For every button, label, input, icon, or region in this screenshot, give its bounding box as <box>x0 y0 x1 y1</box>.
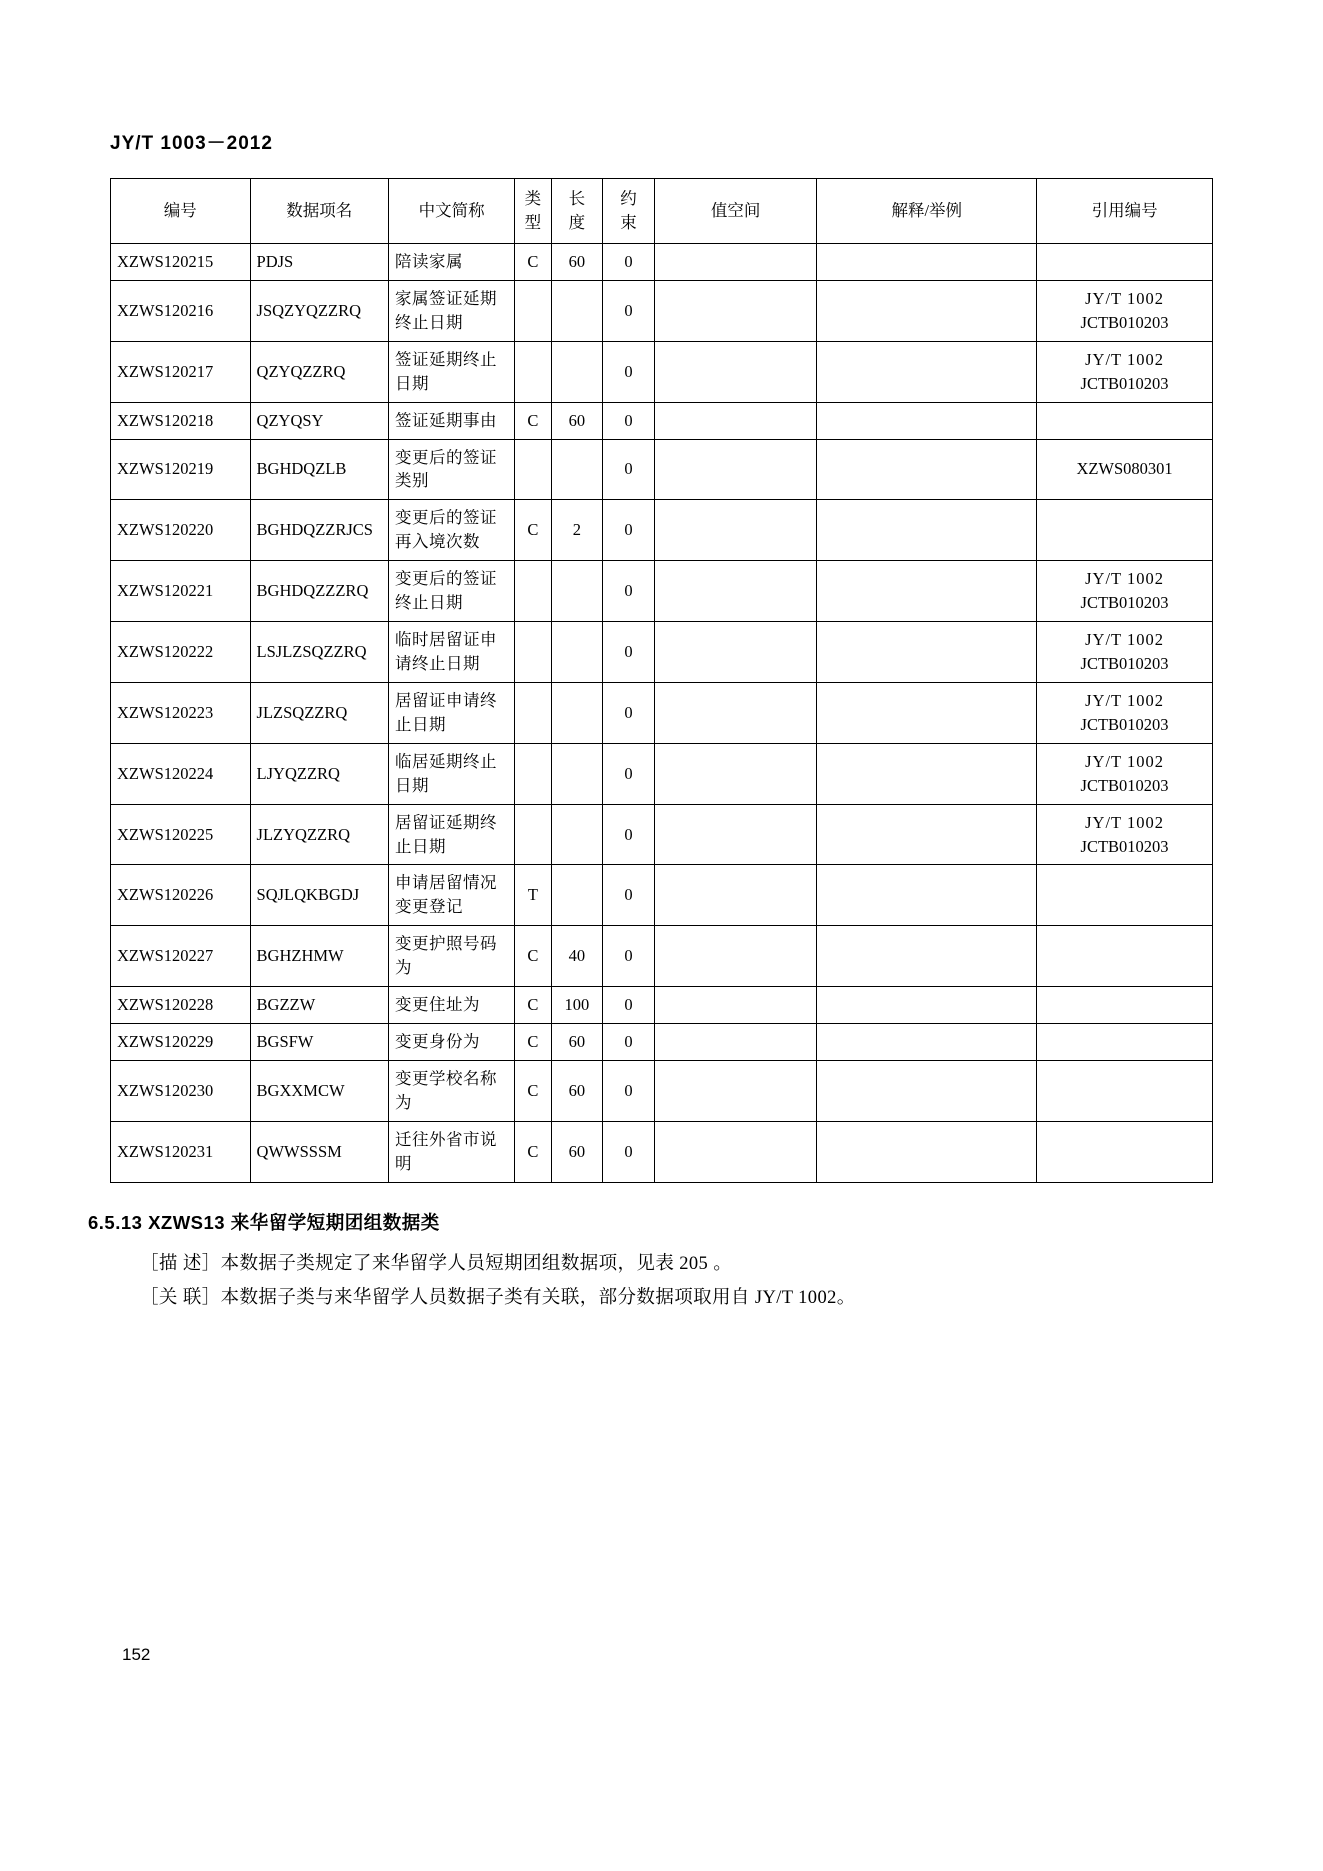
cell-code: XZWS120218 <box>111 402 251 439</box>
cell-length <box>551 561 603 622</box>
cell-code: XZWS120221 <box>111 561 251 622</box>
cell-chinese-name: 迁往外省市说明 <box>388 1121 514 1182</box>
cell-data-item-name: LSJLZSQZZRQ <box>250 622 388 683</box>
cell-code: XZWS120220 <box>111 500 251 561</box>
cell-type <box>515 439 551 500</box>
reference-line: JY/T 1002 <box>1085 630 1164 650</box>
cell-constraint: 0 <box>603 280 655 341</box>
section-heading: 6.5.13 XZWS13 来华留学短期团组数据类 <box>88 1212 440 1233</box>
table-row <box>111 926 1213 987</box>
column-header-type <box>515 179 551 244</box>
cell-value-space <box>654 804 817 865</box>
cell-data-item-name: BGHDQZZRJCS <box>250 500 388 561</box>
cell-value-space <box>654 865 817 926</box>
cell-data-item-name: QZYQZZRQ <box>250 341 388 402</box>
cell-length: 60 <box>551 1060 603 1121</box>
cell-explanation <box>817 561 1037 622</box>
cell-type: C <box>515 1060 551 1121</box>
cell-code: XZWS120227 <box>111 926 251 987</box>
data-items-table <box>110 178 1213 1183</box>
table-row <box>111 682 1213 743</box>
cell-constraint: 0 <box>603 926 655 987</box>
cell-reference-code <box>1037 743 1213 804</box>
cell-reference-code <box>1037 244 1213 281</box>
table-row <box>111 402 1213 439</box>
cell-value-space <box>654 280 817 341</box>
cell-data-item-name: QZYQSY <box>250 402 388 439</box>
cell-code: XZWS120230 <box>111 1060 251 1121</box>
reference-line: JY/T 1002 <box>1085 751 1164 771</box>
cell-length <box>551 280 603 341</box>
cell-constraint: 0 <box>603 341 655 402</box>
cell-type: C <box>515 1121 551 1182</box>
cell-value-space <box>654 402 817 439</box>
cell-value-space <box>654 244 817 281</box>
cell-chinese-name: 变更身份为 <box>388 1024 514 1061</box>
cell-value-space <box>654 622 817 683</box>
table-row <box>111 1121 1213 1182</box>
cell-length <box>551 865 603 926</box>
table-row <box>111 1024 1213 1061</box>
cell-data-item-name: BGHDQZZZRQ <box>250 561 388 622</box>
cell-reference-code <box>1037 865 1213 926</box>
cell-explanation <box>817 1060 1037 1121</box>
column-header-name: 数据项名 <box>250 179 388 244</box>
cell-explanation <box>817 743 1037 804</box>
cell-data-item-name: BGHZHMW <box>250 926 388 987</box>
cell-explanation <box>817 1024 1037 1061</box>
column-header-length <box>551 179 603 244</box>
cell-type: C <box>515 987 551 1024</box>
cell-code: XZWS120222 <box>111 622 251 683</box>
cell-constraint: 0 <box>603 244 655 281</box>
cell-chinese-name: 签证延期终止日期 <box>388 341 514 402</box>
cell-data-item-name: LJYQZZRQ <box>250 743 388 804</box>
cell-code: XZWS120229 <box>111 1024 251 1061</box>
column-header-type-line2: 型 <box>524 213 542 232</box>
cell-type <box>515 682 551 743</box>
page-header-standard-id: JY/T 1003－2012 <box>110 133 273 154</box>
cell-constraint: 0 <box>603 500 655 561</box>
cell-value-space <box>654 682 817 743</box>
column-header-constraint-line2: 束 <box>620 213 637 232</box>
cell-value-space <box>654 1024 817 1061</box>
cell-constraint: 0 <box>603 439 655 500</box>
cell-type: C <box>515 926 551 987</box>
cell-type <box>515 743 551 804</box>
cell-value-space <box>654 561 817 622</box>
cell-explanation <box>817 987 1037 1024</box>
cell-length: 2 <box>551 500 603 561</box>
cell-type: C <box>515 402 551 439</box>
reference-line: JCTB010203 <box>1080 593 1169 613</box>
cell-type: C <box>515 1024 551 1061</box>
cell-constraint: 0 <box>603 743 655 804</box>
cell-explanation <box>817 500 1037 561</box>
reference-line: JCTB010203 <box>1080 836 1169 856</box>
cell-constraint: 0 <box>603 402 655 439</box>
cell-explanation <box>817 926 1037 987</box>
cell-reference-code <box>1037 682 1213 743</box>
cell-reference-code <box>1037 1121 1213 1182</box>
cell-reference-code <box>1037 1024 1213 1061</box>
cell-constraint: 0 <box>603 682 655 743</box>
cell-code: XZWS120228 <box>111 987 251 1024</box>
cell-reference-code <box>1037 402 1213 439</box>
column-header-length-line1: 长 <box>568 189 586 209</box>
cell-reference-code <box>1037 1060 1213 1121</box>
cell-constraint: 0 <box>603 804 655 865</box>
cell-constraint: 0 <box>603 1121 655 1182</box>
table-row <box>111 561 1213 622</box>
cell-data-item-name: QWWSSSM <box>250 1121 388 1182</box>
cell-value-space <box>654 341 817 402</box>
cell-explanation <box>817 865 1037 926</box>
cell-length: 60 <box>551 402 603 439</box>
table-row <box>111 341 1213 402</box>
reference-line: JCTB010203 <box>1080 312 1169 332</box>
table-header-row <box>111 179 1213 244</box>
page-number: 152 <box>122 1645 151 1664</box>
cell-code: XZWS120219 <box>111 439 251 500</box>
reference-line: JY/T 1002 <box>1085 812 1164 832</box>
cell-constraint: 0 <box>603 1024 655 1061</box>
column-header-constraint-line1: 约 <box>620 189 637 209</box>
column-header-reference: 引用编号 <box>1037 179 1213 244</box>
cell-chinese-name: 居留证延期终止日期 <box>388 804 514 865</box>
cell-length <box>551 622 603 683</box>
cell-constraint: 0 <box>603 987 655 1024</box>
cell-explanation <box>817 280 1037 341</box>
cell-data-item-name: SQJLQKBGDJ <box>250 865 388 926</box>
cell-chinese-name: 变更学校名称为 <box>388 1060 514 1121</box>
cell-reference-code <box>1037 987 1213 1024</box>
table-row <box>111 439 1213 500</box>
cell-explanation <box>817 1121 1037 1182</box>
cell-chinese-name: 签证延期事由 <box>388 402 514 439</box>
cell-chinese-name: 变更后的签证类别 <box>388 439 514 500</box>
cell-length: 60 <box>551 1121 603 1182</box>
cell-code: XZWS120231 <box>111 1121 251 1182</box>
cell-constraint: 0 <box>603 865 655 926</box>
cell-data-item-name: BGHDQZLB <box>250 439 388 500</box>
cell-value-space <box>654 743 817 804</box>
reference-line: JY/T 1002 <box>1085 569 1164 589</box>
cell-length: 100 <box>551 987 603 1024</box>
cell-code: XZWS120224 <box>111 743 251 804</box>
table-row <box>111 743 1213 804</box>
cell-value-space <box>654 987 817 1024</box>
table-body <box>111 244 1213 1183</box>
cell-data-item-name: BGSFW <box>250 1024 388 1061</box>
column-header-constraint <box>603 179 655 244</box>
cell-type <box>515 561 551 622</box>
cell-chinese-name: 临时居留证申请终止日期 <box>388 622 514 683</box>
cell-chinese-name: 居留证申请终止日期 <box>388 682 514 743</box>
table-row <box>111 622 1213 683</box>
table-row <box>111 244 1213 281</box>
reference-line: JCTB010203 <box>1080 373 1169 393</box>
cell-value-space <box>654 500 817 561</box>
cell-data-item-name: JSQZYQZZRQ <box>250 280 388 341</box>
cell-chinese-name: 变更住址为 <box>388 987 514 1024</box>
cell-value-space <box>654 1060 817 1121</box>
cell-length <box>551 341 603 402</box>
cell-constraint: 0 <box>603 1060 655 1121</box>
cell-constraint: 0 <box>603 561 655 622</box>
cell-chinese-name: 家属签证延期终止日期 <box>388 280 514 341</box>
cell-length <box>551 804 603 865</box>
cell-code: XZWS120225 <box>111 804 251 865</box>
section-paragraph-relation: ［关 联］本数据子类与来华留学人员数据子类有关联，部分数据项取用自 JY/T 1002。 <box>140 1288 856 1308</box>
cell-explanation <box>817 804 1037 865</box>
table-row <box>111 1060 1213 1121</box>
cell-code: XZWS120223 <box>111 682 251 743</box>
cell-data-item-name: BGZZW <box>250 987 388 1024</box>
reference-line: XZWS080301 <box>1076 459 1173 479</box>
cell-reference-code <box>1037 926 1213 987</box>
cell-code: XZWS120217 <box>111 341 251 402</box>
reference-line: JY/T 1002 <box>1085 288 1164 308</box>
column-header-explain: 解释/举例 <box>817 179 1037 244</box>
cell-reference-code <box>1037 280 1213 341</box>
cell-type: C <box>515 500 551 561</box>
section-paragraph-description: ［描 述］本数据子类规定了来华留学人员短期团组数据项，见表 205 。 <box>140 1254 733 1274</box>
cell-explanation <box>817 402 1037 439</box>
cell-reference-code <box>1037 804 1213 865</box>
reference-line: JCTB010203 <box>1080 775 1169 795</box>
column-header-length-line2: 度 <box>568 213 586 232</box>
table-row <box>111 280 1213 341</box>
cell-code: XZWS120215 <box>111 244 251 281</box>
cell-data-item-name: JLZYQZZRQ <box>250 804 388 865</box>
cell-length <box>551 439 603 500</box>
cell-chinese-name: 变更护照号码为 <box>388 926 514 987</box>
reference-line: JCTB010203 <box>1080 653 1169 673</box>
cell-type <box>515 804 551 865</box>
reference-line: JY/T 1002 <box>1085 349 1164 369</box>
table-row <box>111 987 1213 1024</box>
cell-chinese-name: 临居延期终止日期 <box>388 743 514 804</box>
cell-value-space <box>654 439 817 500</box>
cell-type: C <box>515 244 551 281</box>
cell-explanation <box>817 439 1037 500</box>
cell-type: T <box>515 865 551 926</box>
cell-reference-code <box>1037 439 1213 500</box>
cell-explanation <box>817 341 1037 402</box>
reference-line: JY/T 1002 <box>1085 690 1164 710</box>
column-header-code: 编号 <box>111 179 251 244</box>
cell-data-item-name: BGXXMCW <box>250 1060 388 1121</box>
cell-length: 40 <box>551 926 603 987</box>
cell-chinese-name: 陪读家属 <box>388 244 514 281</box>
cell-explanation <box>817 682 1037 743</box>
cell-reference-code <box>1037 341 1213 402</box>
cell-length <box>551 743 603 804</box>
cell-length: 60 <box>551 1024 603 1061</box>
cell-chinese-name: 变更后的签证终止日期 <box>388 561 514 622</box>
cell-reference-code <box>1037 561 1213 622</box>
cell-code: XZWS120226 <box>111 865 251 926</box>
table-row <box>111 804 1213 865</box>
cell-code: XZWS120216 <box>111 280 251 341</box>
cell-reference-code <box>1037 622 1213 683</box>
cell-value-space <box>654 1121 817 1182</box>
cell-length: 60 <box>551 244 603 281</box>
table-row <box>111 500 1213 561</box>
column-header-type-line1: 类 <box>524 189 542 209</box>
cell-type <box>515 622 551 683</box>
column-header-cn: 中文简称 <box>388 179 514 244</box>
cell-reference-code <box>1037 500 1213 561</box>
cell-data-item-name: PDJS <box>250 244 388 281</box>
table-row <box>111 865 1213 926</box>
cell-explanation <box>817 244 1037 281</box>
cell-explanation <box>817 622 1037 683</box>
column-header-valuespace: 值空间 <box>654 179 817 244</box>
cell-data-item-name: JLZSQZZRQ <box>250 682 388 743</box>
cell-value-space <box>654 926 817 987</box>
cell-type <box>515 280 551 341</box>
cell-chinese-name: 变更后的签证再入境次数 <box>388 500 514 561</box>
reference-line: JCTB010203 <box>1080 714 1169 734</box>
cell-length <box>551 682 603 743</box>
cell-constraint: 0 <box>603 622 655 683</box>
cell-type <box>515 341 551 402</box>
cell-chinese-name: 申请居留情况变更登记 <box>388 865 514 926</box>
